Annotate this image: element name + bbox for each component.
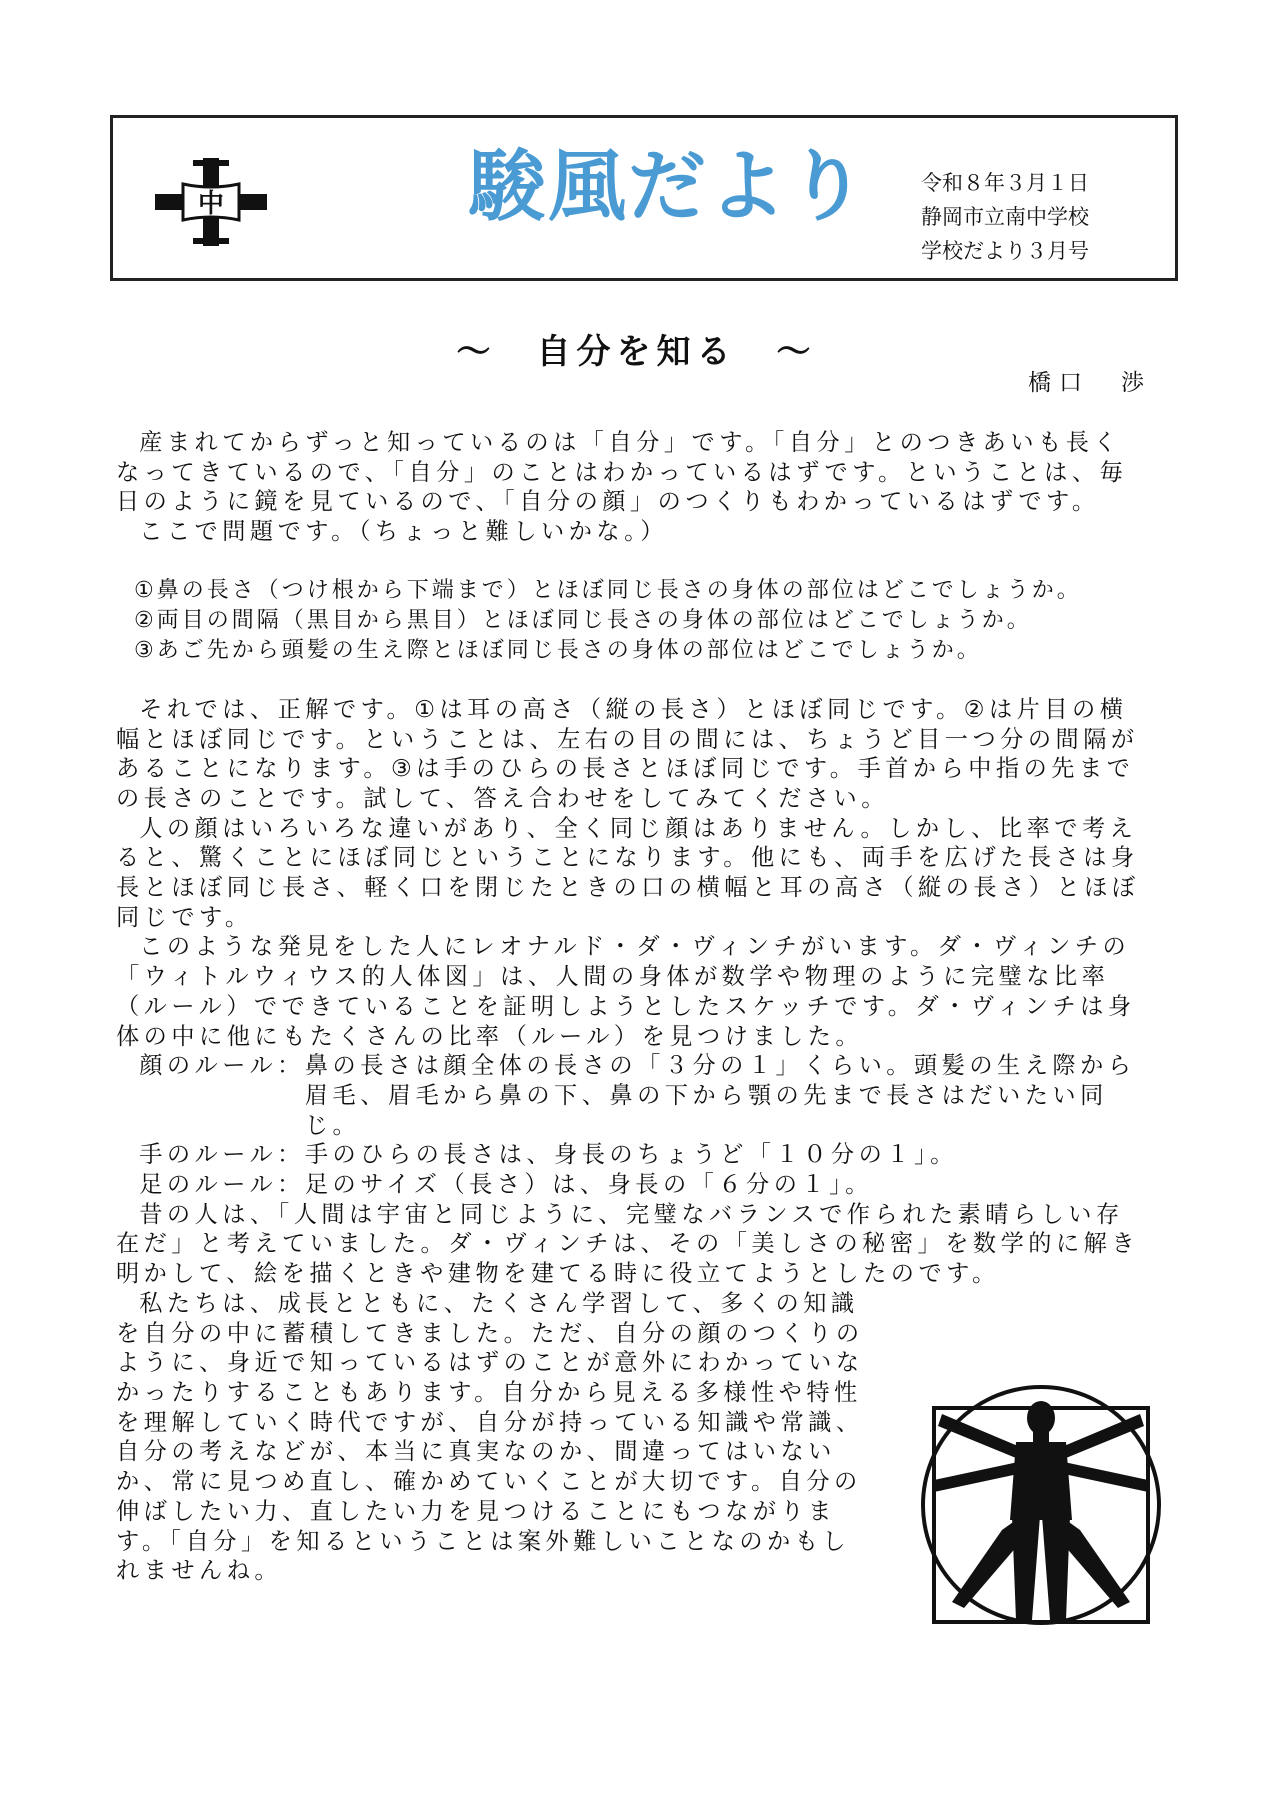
- rule-item: [139, 1140, 1146, 1170]
- question-item: ①鼻の長さ（つけ根から下端まで）とほぼ同じ長さの身体の部位はどこでしょうか。: [134, 577, 1082, 603]
- closing-paragraph: 私たちは、成長とともに、たくさん学習して、多くの知識を自分の中に蓄積してきました。ただ、自分の顔のつくりのように、身近で知っているはずのことが意外にわかっていなかったりすることもあります。自分から見える多様性や特性を理解していく時代ですが、自分が持っている知識や常識、自分の考えなどが、本当に真実なのか、間違ってはいないか、常に見つめ直し、確かめていくことが大切です。自分の伸ばしたい力、直したい力を見つけることにもつながります。「自分」を知るということは案外難しいことなのかもしれませんね。: [116, 1289, 864, 1585]
- answer-paragraph: それでは、正解です。①は耳の高さ（縦の長さ）とほぼ同じです。②は片目の横幅とほぼ同じです。ということは、左右の目の間には、ちょうど目一つ分の間隔があることになります。③は手のひらの長さとほぼ同じです。手首から中指の先までの長さのことです。試して、答え合わせをしてみてください。: [116, 695, 1139, 812]
- masthead-title: 駿風だより: [468, 142, 869, 232]
- vitruvian-man-icon: [912, 1370, 1170, 1628]
- school-name: 静岡市立南中学校: [921, 205, 1089, 229]
- article-title: ～ 自分を知る ～: [456, 332, 817, 372]
- rule-label: 顔のルール：: [139, 1052, 305, 1080]
- rule-label: 足のルール：: [139, 1171, 305, 1199]
- ratio-paragraph: 人の顔はいろいろな違いがあり、全く同じ顔はありません。しかし、比率で考えると、驚くことにほぼ同じということになります。他にも、両手を広げた長さは身長とほぼ同じ長さ、軽く口を閉じたときの口の横幅と耳の高さ（縦の長さ）とほぼ同じです。: [116, 814, 1140, 931]
- issue-info: [921, 166, 1089, 268]
- rule-label: 手のルール：: [139, 1141, 305, 1169]
- rule-text: 手のひらの長さは、身長のちょうど「１０分の１」。: [304, 1141, 958, 1169]
- question-item: ②両目の間隔（黒目から黒目）とほぼ同じ長さの身体の部位はどこでしょうか。: [134, 607, 1032, 633]
- issue-number: 学校だより３月号: [921, 239, 1089, 263]
- issue-date: 令和８年３月１日: [921, 171, 1089, 195]
- davinci-paragraph: このような発見をした人にレオナルド・ダ・ヴィンチがいます。ダ・ヴィンチの「ウィトルウィウス的人体図」は、人間の身体が数学や物理のように完璧な比率（ルール）でできていることを証明しようとしたスケッチです。ダ・ヴィンチは身体の中に他にもたくさんの比率（ルール）を見つけました。: [116, 933, 1136, 1050]
- article-author: 橋口 渉: [1028, 370, 1152, 396]
- rule-item: [139, 1051, 1146, 1140]
- rule-list: [139, 1051, 1146, 1200]
- intro-paragraph: 産まれてからずっと知っているのは「自分」です。「自分」とのつきあいも長くなってきているので、「自分」のことはわかっているはずです。ということは、毎日のように鏡を見ているので、「自分の顔」のつくりもわかっているはずです。: [116, 429, 1128, 516]
- svg-text:中: 中: [197, 189, 225, 219]
- question-lead: ここで問題です。（ちょっと難しいかな。）: [139, 518, 668, 546]
- ancient-paragraph: 昔の人は、「人間は宇宙と同じように、完璧なバランスで作られた素晴らしい存在だ」と考えていました。ダ・ヴィンチは、その「美しさの秘密」を数学的に解き明かして、絵を描くときや建物を建てる時に役立てようとしたのです。: [116, 1200, 1140, 1288]
- question-list: [134, 576, 1146, 666]
- rule-text: 足のサイズ（長さ）は、身長の「６分の１」。: [304, 1171, 873, 1199]
- header-box: [110, 115, 1178, 281]
- rule-item: [139, 1170, 1146, 1200]
- question-item: ③あご先から頭髪の生え際とほぼ同じ長さの身体の部位はどこでしょうか。: [134, 637, 982, 663]
- school-emblem-icon: [153, 156, 269, 248]
- rule-text: 鼻の長さは顔全体の長さの「３分の１」くらい。頭髪の生え際から眉毛、眉毛から鼻の下、鼻の下から顎の先まで長さはだいたい同じ。: [304, 1052, 1136, 1139]
